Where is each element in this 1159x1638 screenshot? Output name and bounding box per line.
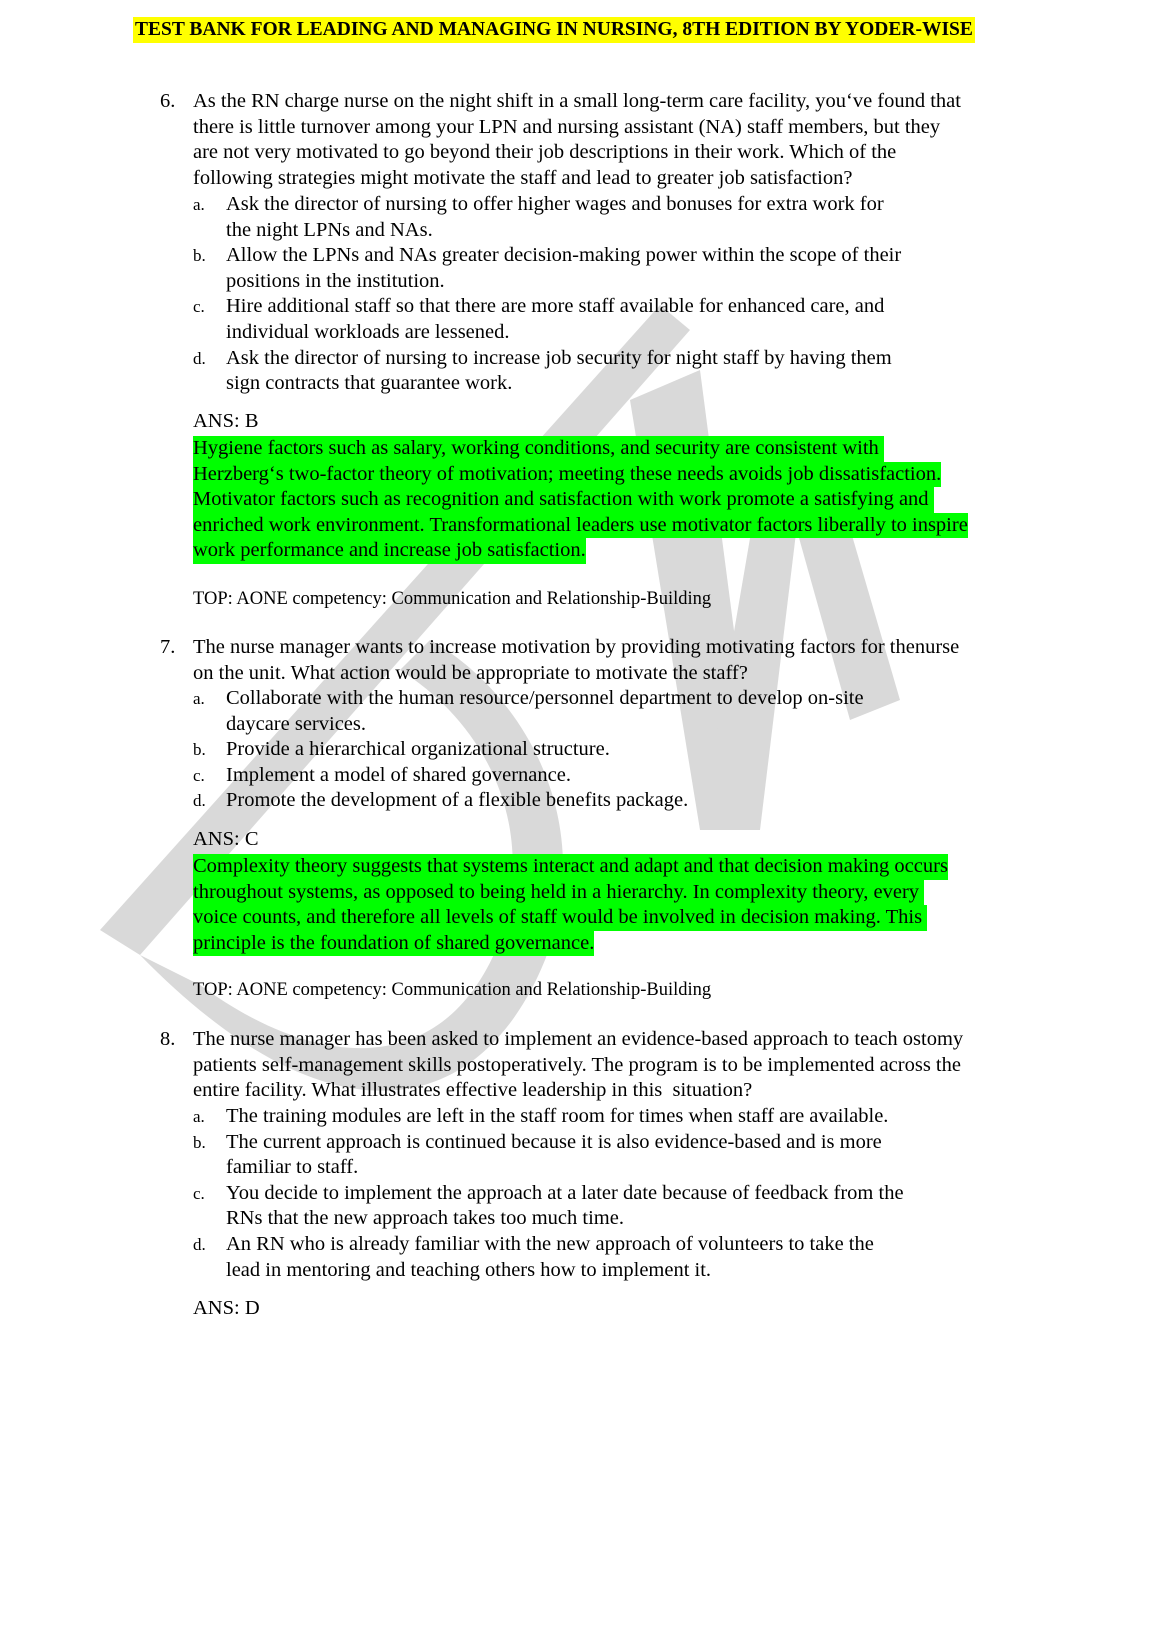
option-letter: a.	[193, 689, 205, 708]
option-line: Provide a hierarchical organizational structure.	[226, 738, 610, 761]
question-stem	[193, 635, 959, 686]
option-line: positions in the institution.	[226, 269, 445, 292]
option-text	[226, 294, 884, 345]
option-letter: c.	[193, 765, 205, 785]
option-text	[226, 346, 892, 397]
rationale-line: Motivator factors such as recognition and satisfaction with work promote a satisfying and	[193, 487, 934, 513]
option-text	[226, 763, 571, 789]
option-text	[226, 1130, 882, 1181]
option-letter: d.	[193, 1235, 206, 1254]
stem-line: As the RN charge nurse on the night shift in a small long-term care facility, you‘ve found that	[193, 90, 961, 112]
option-line: Implement a model of shared governance.	[226, 763, 571, 786]
option-line: the night LPNs and NAs.	[226, 218, 433, 241]
option-text	[226, 788, 688, 814]
option-letter: d.	[193, 348, 206, 368]
rationale-line: Herzberg‘s two-factor theory of motivation; meeting these needs avoids job dissatisfaction.	[193, 462, 941, 488]
option-letter: b.	[193, 740, 206, 760]
stem-line: The nurse manager has been asked to implement an evidence-based approach to teach ostomy	[193, 1028, 964, 1050]
option-line: The training modules are left in the staff room for times when staff are available.	[226, 1105, 889, 1127]
document-header: TEST BANK FOR LEADING AND MANAGING IN NURSING, 8TH EDITION BY YODER-WISE	[133, 17, 975, 43]
option-line: The current approach is continued because it is also evidence-based and is more	[226, 1130, 882, 1153]
rationale-line: Hygiene factors such as salary, working conditions, and security are consistent with	[193, 436, 884, 462]
option-line: Collaborate with the human resource/personnel department to develop on-site	[226, 687, 864, 709]
option-letter: a.	[193, 1107, 205, 1126]
option-text	[226, 1181, 904, 1232]
stem-line: there is little turnover among your LPN and nursing assistant (NA) staff members, but they	[193, 115, 941, 138]
rationale	[193, 436, 968, 564]
rationale-line: throughout systems, as opposed to being held in a hierarchy. In complexity theory, every	[193, 880, 924, 906]
question-stem	[193, 1027, 963, 1104]
rationale-line: Complexity theory suggests that systems interact and adapt and that decision making occurs	[193, 854, 948, 880]
option-line: Ask the director of nursing to increase job security for night staff by having them	[226, 346, 892, 369]
option-line: You decide to implement the approach at a later date because of feedback from the	[226, 1181, 904, 1204]
rationale-line: work performance and increase job satisfaction.	[193, 538, 586, 564]
option-text	[226, 737, 610, 763]
option-line: lead in mentoring and teaching others how to implement it.	[226, 1258, 712, 1281]
option-line: familiar to staff.	[226, 1156, 359, 1179]
question-stem	[193, 89, 961, 191]
question-number: 7.	[160, 636, 176, 658]
option-line: sign contracts that guarantee work.	[226, 372, 513, 395]
answer-key: ANS: B	[193, 410, 259, 432]
stem-line: are not very motivated to go beyond their job descriptions in their work. Which of the	[193, 141, 897, 164]
stem-line: following strategies might motivate the staff and lead to greater job satisfaction?	[193, 166, 853, 189]
rationale	[193, 854, 948, 956]
rationale-line: principle is the foundation of shared governance.	[193, 931, 594, 957]
stem-line: entire facility. What illustrates effective leadership in this situation?	[193, 1079, 753, 1102]
answer-key: ANS: C	[193, 828, 259, 850]
stem-line: The nurse manager wants to increase motivation by providing motivating factors for thenurse	[193, 636, 960, 658]
option-letter: b.	[193, 246, 206, 266]
option-letter: a.	[193, 195, 205, 214]
option-line: individual workloads are lessened.	[226, 320, 510, 343]
stem-line: patients self-management skills postoperatively. The program is to be implemented across the	[193, 1053, 961, 1076]
option-text	[226, 1104, 888, 1130]
topic-label: TOP: AONE competency: Communication and Relationship-Building	[193, 589, 712, 609]
option-letter: c.	[193, 1183, 205, 1203]
option-letter: c.	[193, 297, 205, 317]
question-number: 8.	[160, 1028, 176, 1050]
option-line: Allow the LPNs and NAs greater decision-making power within the scope of their	[226, 244, 902, 267]
option-line: Ask the director of nursing to offer higher wages and bonuses for extra work for	[226, 193, 884, 215]
rationale-line: enriched work environment. Transformational leaders use motivator factors liberally to inspire	[193, 513, 968, 539]
option-text	[226, 192, 884, 243]
option-text	[226, 1232, 874, 1283]
rationale-line: voice counts, and therefore all levels of staff would be involved in decision making. This	[193, 905, 927, 931]
topic-label: TOP: AONE competency: Communication and Relationship-Building	[193, 980, 712, 1000]
option-letter: d.	[193, 791, 206, 811]
option-line: An RN who is already familiar with the new approach of volunteers to take the	[226, 1233, 874, 1255]
option-line: daycare services.	[226, 712, 366, 735]
stem-line: on the unit. What action would be appropriate to motivate the staff?	[193, 661, 748, 684]
option-text	[226, 243, 901, 294]
question-number: 6.	[160, 90, 176, 112]
option-line: Promote the development of a flexible benefits package.	[226, 789, 689, 812]
option-line: RNs that the new approach takes too much time.	[226, 1207, 624, 1230]
option-text	[226, 686, 864, 737]
option-line: Hire additional staff so that there are more staff available for enhanced care, and	[226, 295, 885, 318]
option-letter: b.	[193, 1132, 206, 1152]
answer-key: ANS: D	[193, 1297, 260, 1319]
